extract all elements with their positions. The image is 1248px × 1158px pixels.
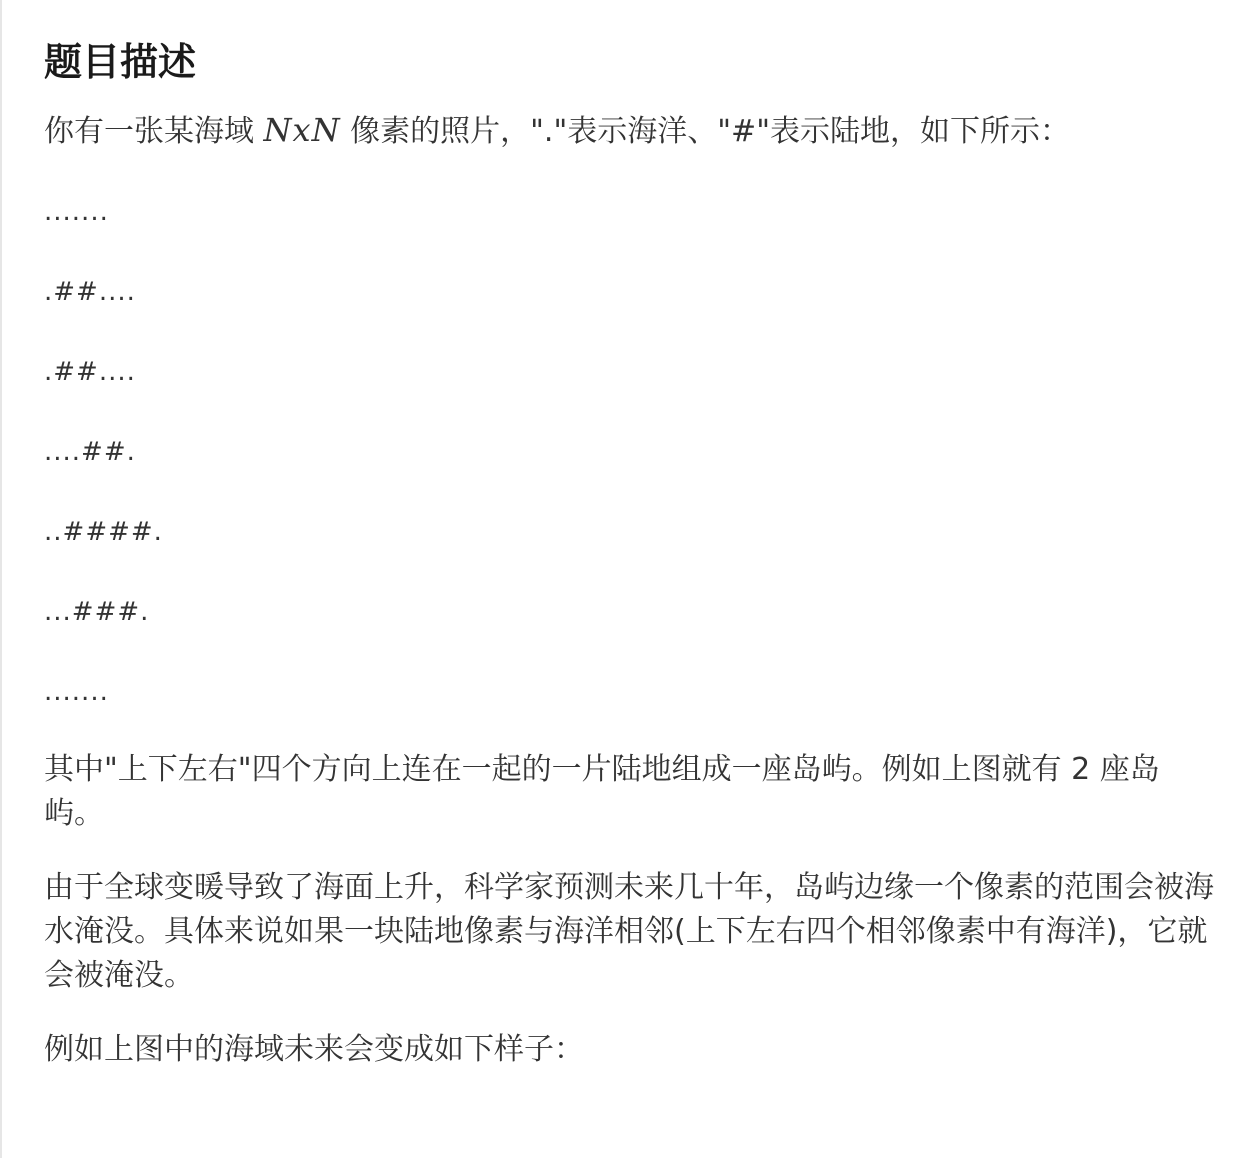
grid-row-7: ....... <box>44 677 109 707</box>
grid-row-6: ...###. <box>44 597 150 627</box>
islands-paragraph: 其中"上下左右"四个方向上连在一起的一片陆地组成一座岛屿。例如上图就有 2 座岛屿。 <box>44 752 1160 831</box>
grid-row-2: .##.... <box>44 277 136 307</box>
grid-row-4: ....##. <box>44 437 136 467</box>
problem-description <box>44 36 1214 1072</box>
example-paragraph: 例如上图中的海域未来会变成如下样子： <box>44 1032 584 1067</box>
intro-text-end: 像素的照片，"."表示海洋、"#"表示陆地，如下所示： <box>340 114 1070 149</box>
intro-text-start: 你有一张某海域 <box>44 114 264 149</box>
grid-row-1: ....... <box>44 197 109 227</box>
section-title: 题目描述 <box>44 40 197 84</box>
warming-paragraph: 由于全球变暖导致了海面上升，科学家预测未来几十年，岛屿边缘一个像素的范围会被海水淹没。具体来说如果一块陆地像素与海洋相邻(上下左右四个相邻像素中有海洋)，它就会被淹没。 <box>44 870 1214 993</box>
left-border <box>0 0 2 1158</box>
math-nxn: NxN <box>263 111 341 149</box>
grid-row-3: .##.... <box>44 357 136 387</box>
grid-row-5: ..####. <box>44 517 163 547</box>
intro-paragraph <box>44 108 1214 154</box>
